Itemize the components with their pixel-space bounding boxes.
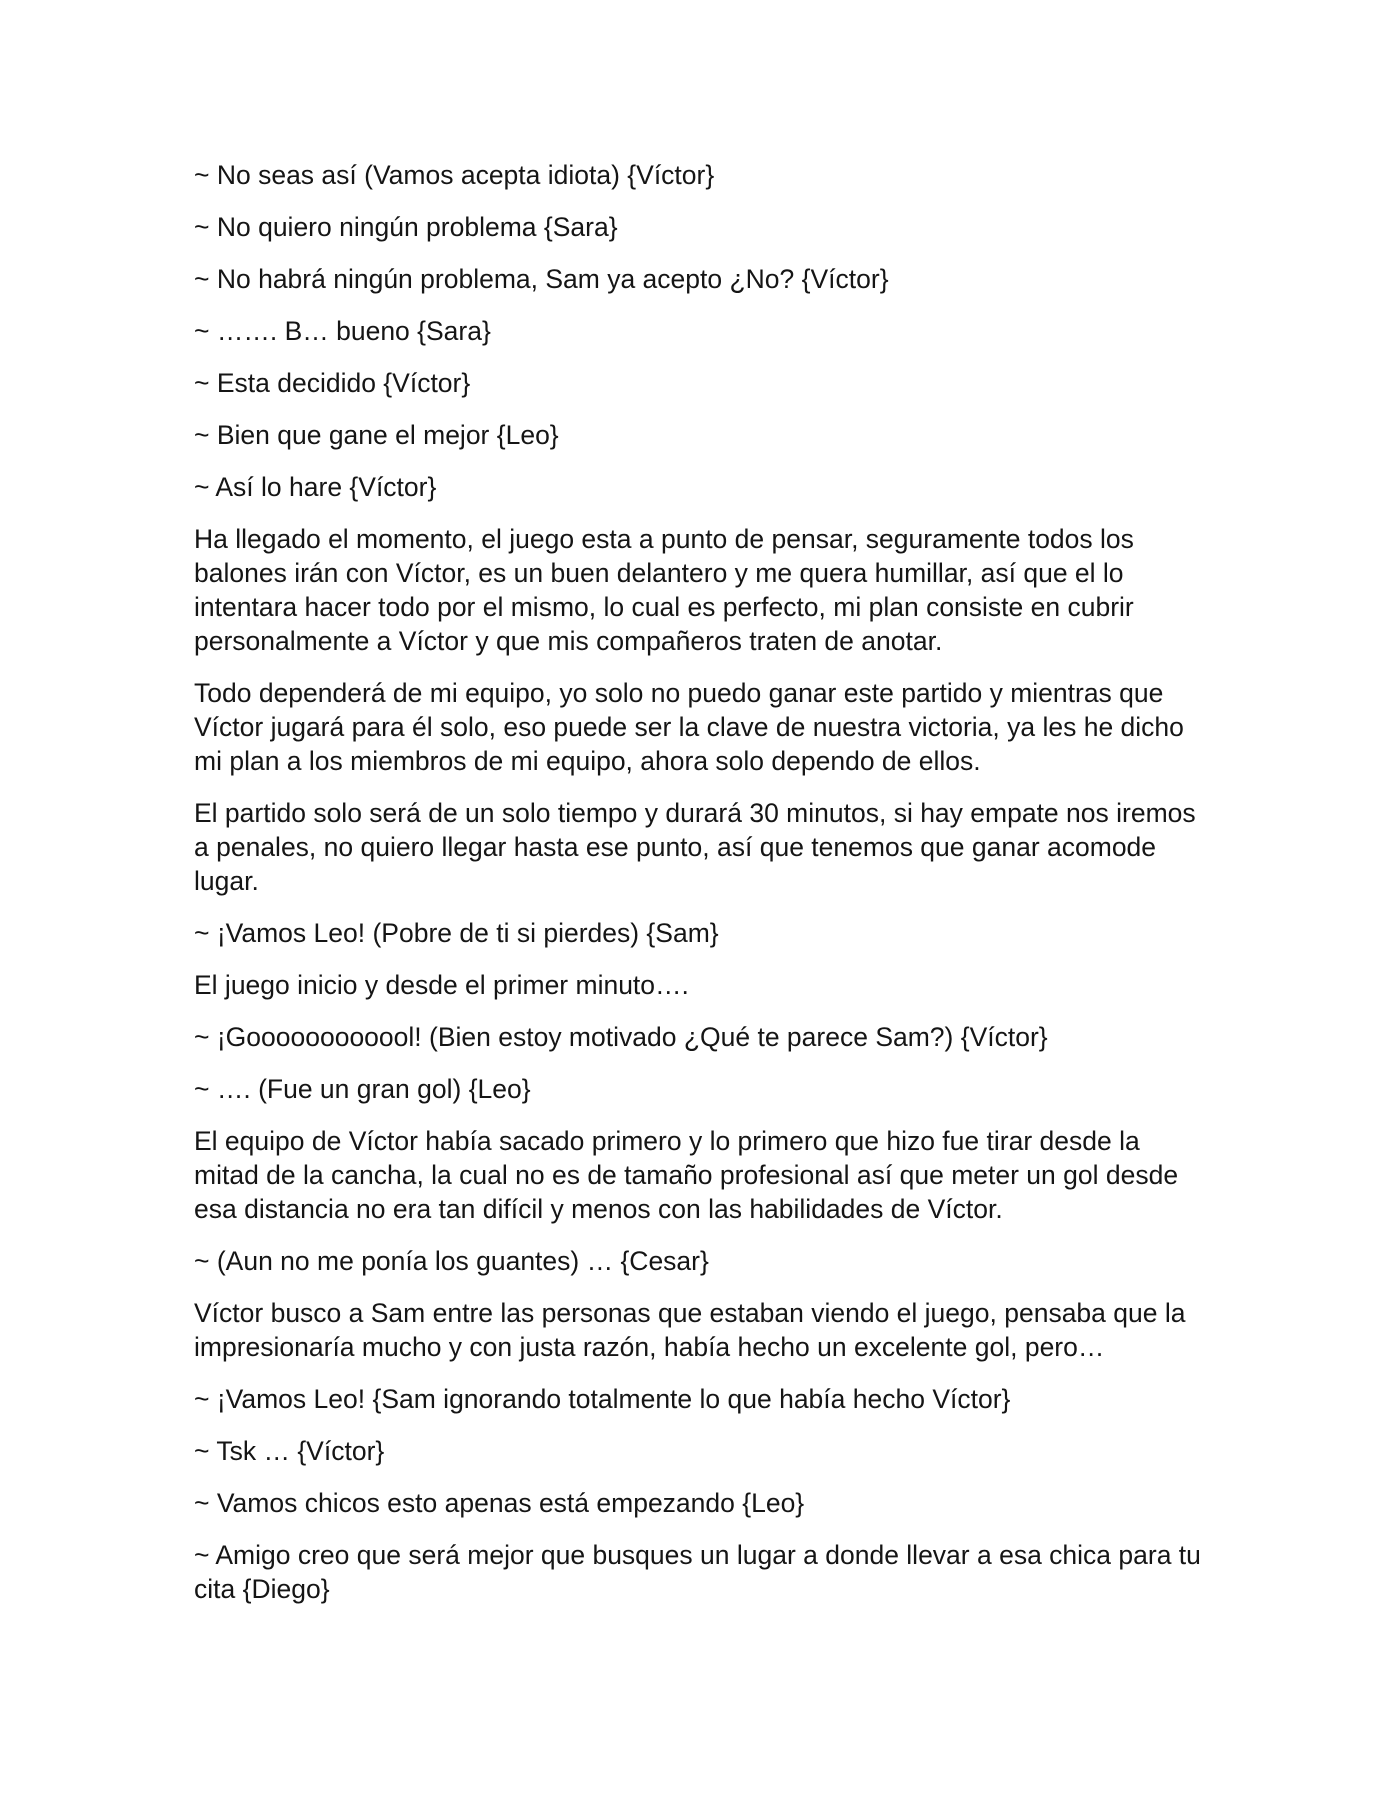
dialogue-line: ~ No habrá ningún problema, Sam ya acepto ¿No? {Víctor}: [194, 264, 889, 294]
document-page: [194, 158, 1204, 1624]
dialogue-line: ~ ¡Goooooooooool! (Bien estoy motivado ¿Qué te parece Sam?) {Víctor}: [194, 1022, 1048, 1052]
narrative-paragraph: Todo dependerá de mi equipo, yo solo no puedo ganar este partido y mientras que Víctor jugará para él solo, eso puede ser la clave de nuestra victoria, ya les he dicho mi plan a los miembros de mi equipo, ahora solo dependo de ellos.: [194, 678, 1184, 776]
narrative-paragraph: Víctor busco a Sam entre las personas que estaban viendo el juego, pensaba que la impresionaría mucho y con justa razón, había hecho un excelente gol, pero…: [194, 1298, 1186, 1362]
narrative-paragraph: El juego inicio y desde el primer minuto….: [194, 970, 689, 1000]
dialogue-line: ~ Tsk … {Víctor}: [194, 1436, 385, 1466]
narrative-paragraph: El equipo de Víctor había sacado primero y lo primero que hizo fue tirar desde la mitad de la cancha, la cual no es de tamaño profesional así que meter un gol desde esa distancia no era tan difícil y menos con las habilidades de Víctor.: [194, 1126, 1179, 1224]
dialogue-line: ~ Así lo hare {Víctor}: [194, 472, 437, 502]
dialogue-line: ~ Esta decidido {Víctor}: [194, 368, 471, 398]
dialogue-line: ~ ¡Vamos Leo! (Pobre de ti si pierdes) {Sam}: [194, 918, 719, 948]
narrative-paragraph: El partido solo será de un solo tiempo y durará 30 minutos, si hay empate nos iremos a penales, no quiero llegar hasta ese punto, así que tenemos que ganar acomode lugar.: [194, 798, 1196, 896]
dialogue-line: ~ (Aun no me ponía los guantes) … {Cesar}: [194, 1246, 709, 1276]
dialogue-line: ~ No seas así (Vamos acepta idiota) {Víctor}: [194, 160, 715, 190]
dialogue-line: ~ No quiero ningún problema {Sara}: [194, 212, 618, 242]
dialogue-line: ~ ¡Vamos Leo! {Sam ignorando totalmente lo que había hecho Víctor}: [194, 1384, 1011, 1414]
dialogue-line: ~ …. (Fue un gran gol) {Leo}: [194, 1074, 531, 1104]
narrative-paragraph: Ha llegado el momento, el juego esta a punto de pensar, seguramente todos los balones irán con Víctor, es un buen delantero y me quera humillar, así que el lo intentara hacer todo por el mismo, lo cual es perfecto, mi plan consiste en cubrir personalmente a Víctor y que mis compañeros traten de anotar.: [194, 524, 1134, 656]
dialogue-line: ~ Vamos chicos esto apenas está empezando {Leo}: [194, 1488, 805, 1518]
dialogue-line: ~ Amigo creo que será mejor que busques un lugar a donde llevar a esa chica para tu cita {Diego}: [194, 1540, 1201, 1604]
dialogue-line: ~ ……. B… bueno {Sara}: [194, 316, 491, 346]
dialogue-line: ~ Bien que gane el mejor {Leo}: [194, 420, 559, 450]
